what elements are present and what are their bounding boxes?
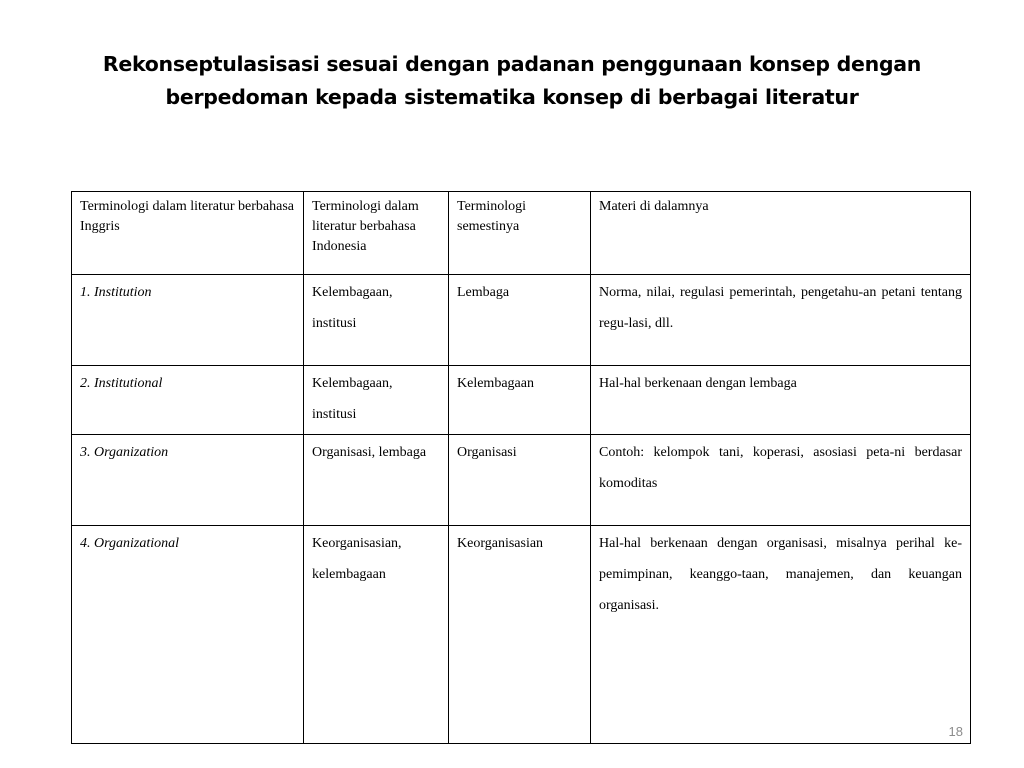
cell-proper-term: Kelembagaan bbox=[449, 366, 591, 435]
cell-english-term: 2. Institutional bbox=[72, 366, 304, 435]
table-row bbox=[72, 366, 971, 435]
table-header-row bbox=[72, 192, 971, 275]
cell-english-term: 4. Organizational bbox=[72, 526, 304, 744]
cell-content: Hal-hal berkenaan dengan lembaga bbox=[591, 366, 971, 435]
header-english-terminology: Terminologi dalam literatur berbahasa Inggris bbox=[72, 192, 304, 275]
cell-english-term: 3. Organization bbox=[72, 435, 304, 526]
cell-proper-term: Keorganisasian bbox=[449, 526, 591, 744]
header-indonesian-terminology: Terminologi dalam literatur berbahasa Indonesia bbox=[304, 192, 449, 275]
cell-proper-term: Lembaga bbox=[449, 275, 591, 366]
cell-indonesian-term: Keorganisasian, kelembagaan bbox=[304, 526, 449, 744]
cell-indonesian-term: Kelembagaan, institusi bbox=[304, 275, 449, 366]
cell-indonesian-term: Kelembagaan, institusi bbox=[304, 366, 449, 435]
cell-english-term: 1. Institution bbox=[72, 275, 304, 366]
header-content: Materi di dalamnya bbox=[591, 192, 971, 275]
terminology-table bbox=[71, 191, 971, 744]
header-proper-terminology: Terminologi semestinya bbox=[449, 192, 591, 275]
table-row bbox=[72, 275, 971, 366]
cell-proper-term: Organisasi bbox=[449, 435, 591, 526]
table-row bbox=[72, 435, 971, 526]
page-number: 18 bbox=[948, 724, 963, 739]
slide-title-line-1: Rekonseptulasisasi sesuai dengan padanan penggunaan konsep dengan bbox=[102, 52, 922, 76]
cell-content: Contoh: kelompok tani, koperasi, asosiasi peta-ni berdasar komoditas bbox=[591, 435, 971, 526]
table-row bbox=[72, 526, 971, 744]
cell-indonesian-term: Organisasi, lembaga bbox=[304, 435, 449, 526]
slide-title bbox=[40, 48, 984, 114]
slide-title-line-2: berpedoman kepada sistematika konsep di berbagai literatur bbox=[165, 85, 859, 109]
cell-content: Hal-hal berkenaan dengan organisasi, misalnya perihal ke-pemimpinan, keanggo-taan, manajemen, dan keuangan organisasi. bbox=[591, 526, 971, 744]
cell-content: Norma, nilai, regulasi pemerintah, pengetahu-an petani tentang regu-lasi, dll. bbox=[591, 275, 971, 366]
